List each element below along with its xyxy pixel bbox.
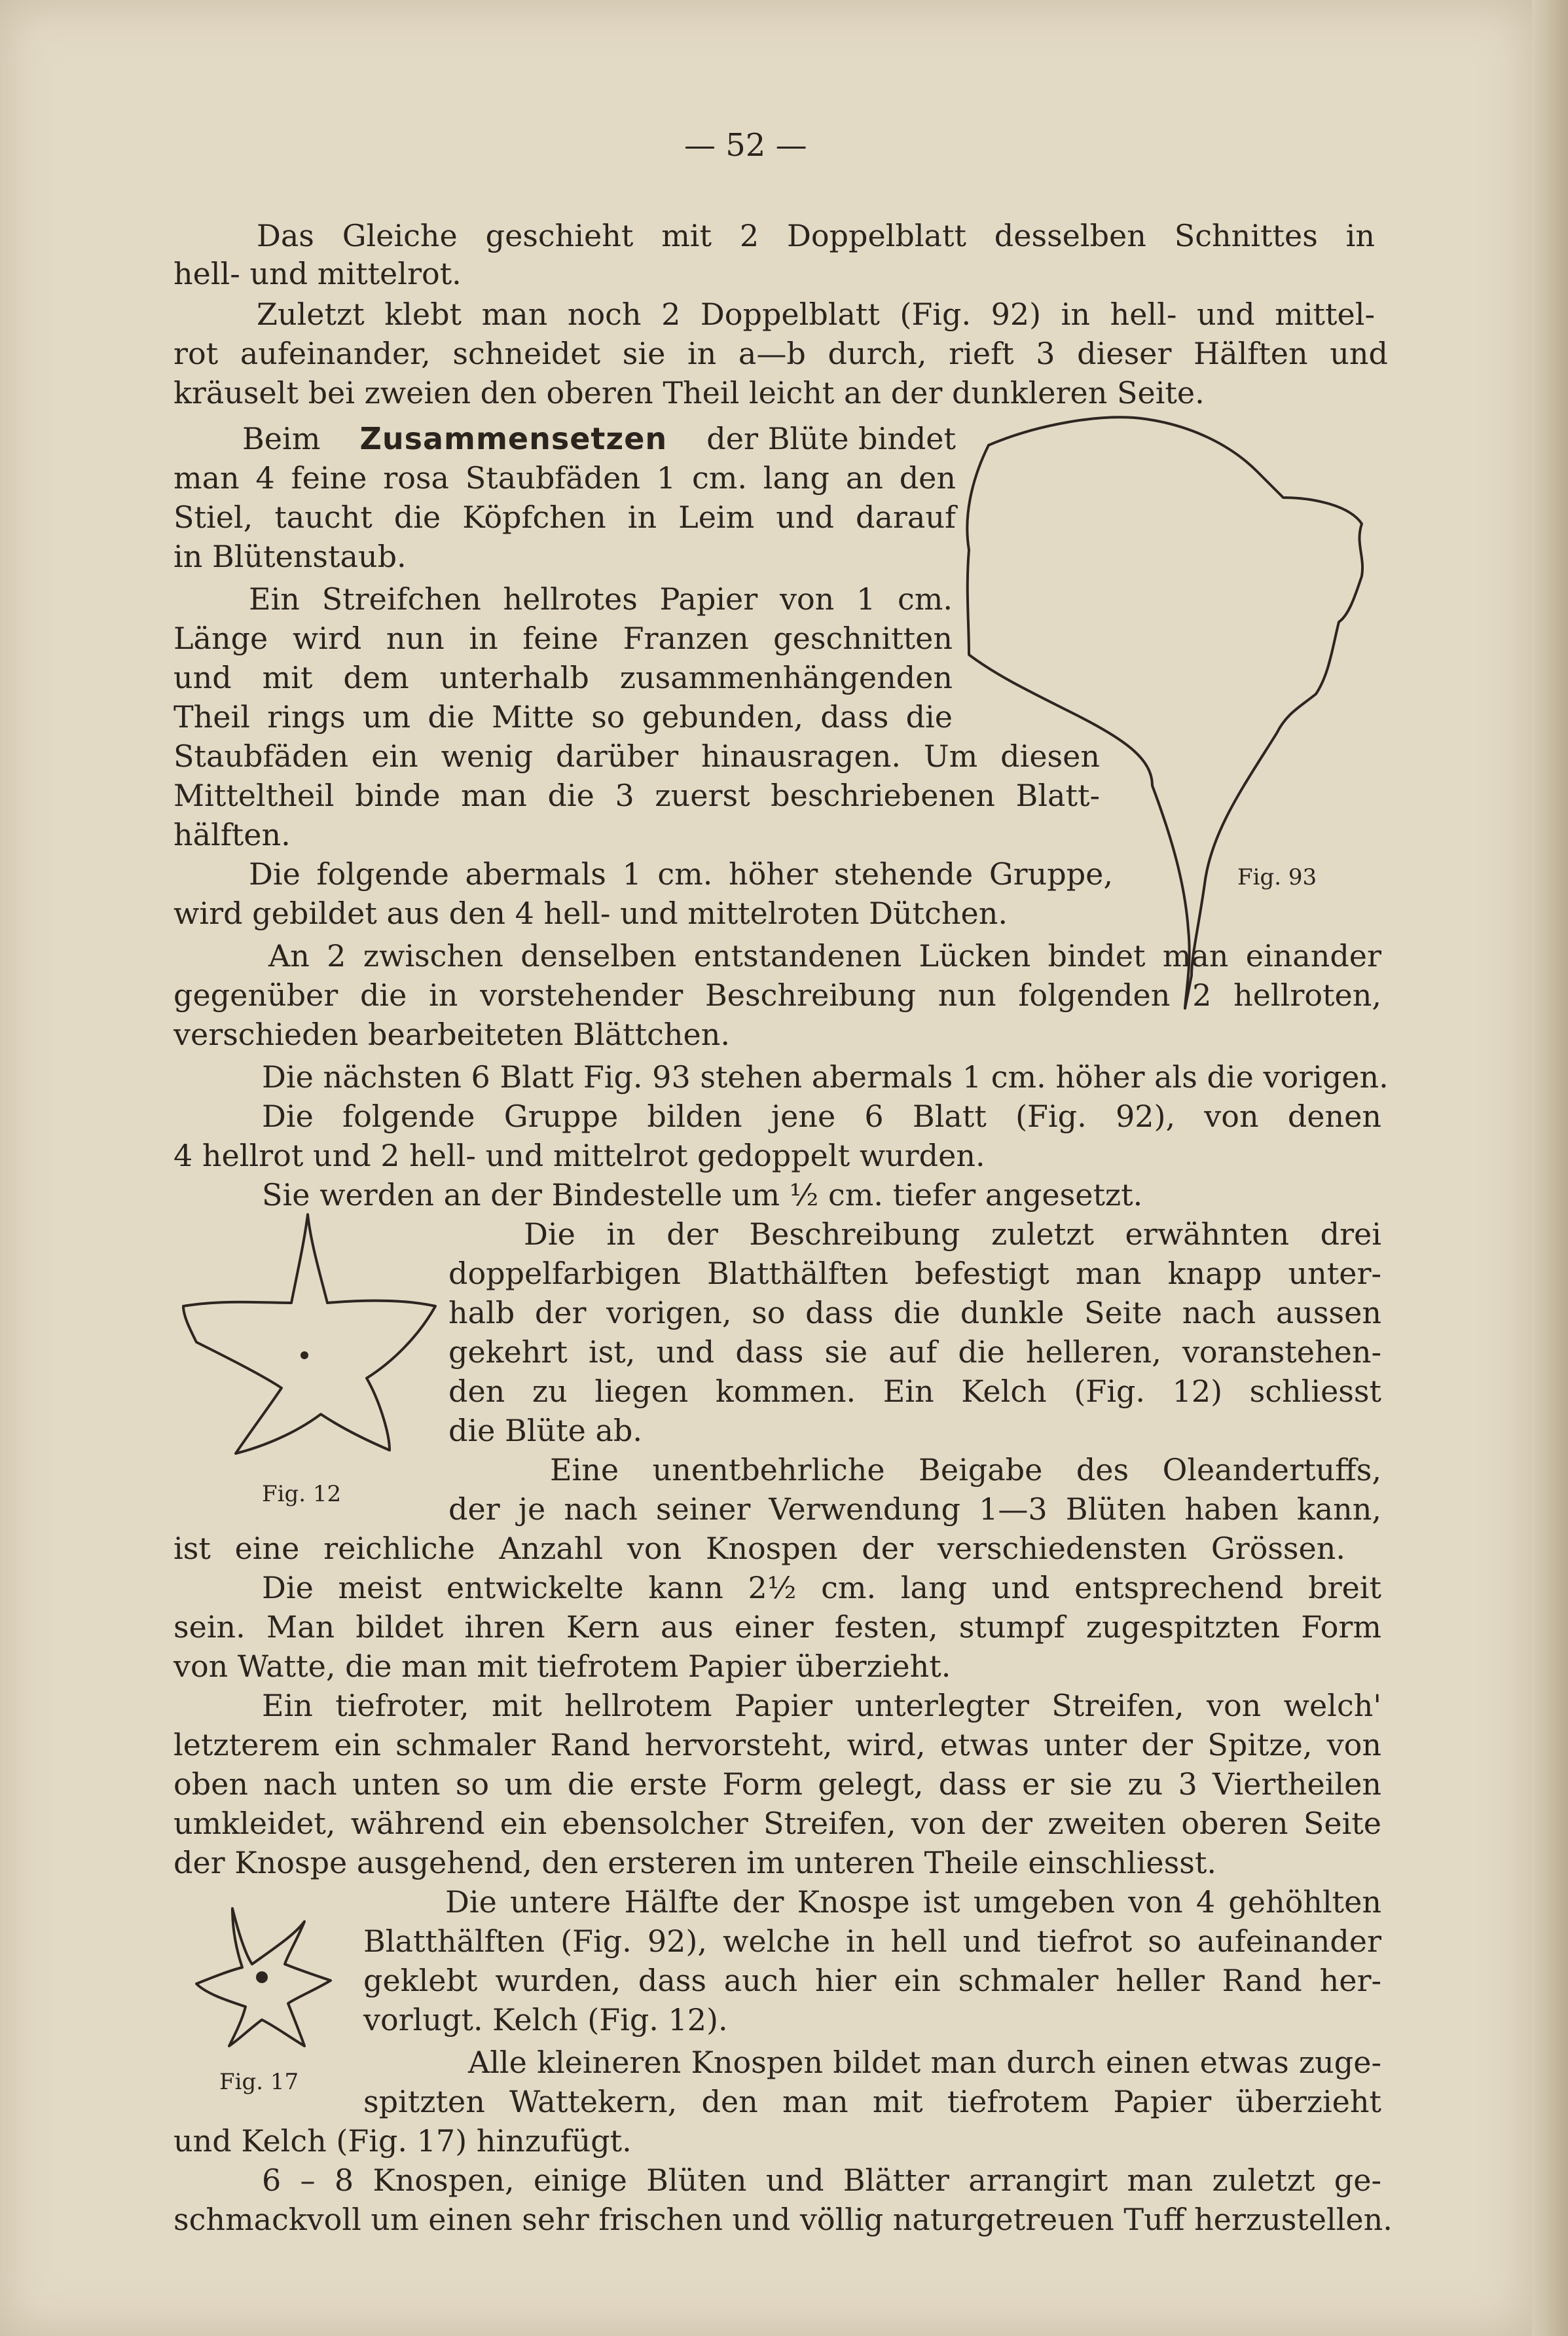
text-line: geklebt wurden, dass auch hier ein schmaler heller Rand her- (363, 1963, 1381, 1998)
text-line: man 4 feine rosa Staubfäden 1 cm. lang an den (173, 460, 956, 496)
text-line: Alle kleineren Knospen bildet man durch einen etwas zuge- (468, 2045, 1381, 2080)
text-line: rot aufeinander, schneidet sie in a—b durch, rieft 3 dieser Hälften und (173, 336, 1388, 371)
fig93-outline (989, 417, 1362, 1008)
text-line: spitzten Wattekern, den man mit tiefrotem Papier überzieht (363, 2084, 1381, 2119)
text-line: Zuletzt klebt man noch 2 Doppelblatt (Fig. 92) in hell- und mittel- (257, 297, 1375, 332)
text-line: Eine unentbehrliche Beigabe des Oleandertuffs, (550, 1452, 1381, 1487)
text-line: kräuselt bei zweien den oberen Theil leicht an der dunkleren Seite. (173, 375, 1205, 411)
text-line: Blatthälften (Fig. 92), welche in hell und tiefrot so aufeinander (363, 1924, 1381, 1959)
emphasis-term: Zusammensetzen (359, 421, 668, 456)
text-line: der Knospe ausgehend, den ersteren im unteren Theile einschliesst. (173, 1845, 1216, 1880)
text-line: gegenüber die in vorstehender Beschreibung nun folgenden 2 hellroten, (173, 977, 1381, 1013)
text-line: verschieden bearbeiteten Blättchen. (173, 1017, 730, 1052)
text-line: 6 – 8 Knospen, einige Blüten und Blätter arrangirt man zuletzt ge- (262, 2163, 1381, 2198)
text-line: 4 hellrot und 2 hell- und mittelrot gedoppelt wurden. (173, 1138, 985, 1173)
text-line: Sie werden an der Bindestelle um ½ cm. tiefer angesetzt. (262, 1177, 1143, 1213)
figure-17-caption: Fig. 17 (219, 2069, 299, 2095)
text-line: den zu liegen kommen. Ein Kelch (Fig. 12) schliesst (448, 1374, 1381, 1409)
fig12-center-dot (301, 1351, 308, 1359)
text-word: der Blüte bindet (706, 421, 956, 456)
text-line: Länge wird nun in feine Franzen geschnitten (173, 621, 953, 656)
fig17-outline (196, 1908, 331, 2046)
page-number: — 52 — (684, 127, 807, 164)
text-line: Mitteltheil binde man die 3 zuerst beschriebenen Blatt- (173, 778, 1100, 813)
text-line: oben nach unten so um die erste Form gelegt, dass er sie zu 3 Viertheilen (173, 1766, 1381, 1802)
text-line: Das Gleiche geschieht mit 2 Doppelblatt desselben Schnittes in (257, 218, 1375, 253)
text-line: Ein Streifchen hellrotes Papier von 1 cm. (249, 581, 953, 617)
text-line: wird gebildet aus den 4 hell- und mittelroten Dütchen. (173, 896, 1008, 931)
figure-12-caption: Fig. 12 (262, 1481, 342, 1507)
text-line: Die folgende Gruppe bilden jene 6 Blatt (Fig. 92), von denen (262, 1099, 1381, 1134)
text-line: Staubfäden ein wenig darüber hinausragen. Um diesen (173, 739, 1100, 774)
text-line: Theil rings um die Mitte so gebunden, dass die (173, 699, 953, 735)
text-line: in Blütenstaub. (173, 539, 407, 574)
text-line: Die folgende abermals 1 cm. höher stehende Gruppe, (249, 856, 1113, 892)
text-line: hälften. (173, 817, 291, 852)
text-line: umkleidet, während ein ebensolcher Streifen, von der zweiten oberen Seite (173, 1806, 1381, 1841)
fig17-center-dot (256, 1971, 268, 1983)
text-line: Die nächsten 6 Blatt Fig. 93 stehen abermals 1 cm. höher als die vorigen. (262, 1059, 1389, 1095)
text-line: die Blüte ab. (448, 1413, 642, 1448)
text-line: von Watte, die man mit tiefrotem Papier überzieht. (173, 1649, 951, 1684)
figure-93-caption: Fig. 93 (1237, 864, 1317, 890)
page-edge (1532, 0, 1568, 2336)
text-line: sein. Man bildet ihren Kern aus einer festen, stumpf zugespitzten Form (173, 1609, 1381, 1645)
text-line: gekehrt ist, und dass sie auf die helleren, voranstehen- (448, 1334, 1381, 1370)
text-line: hell- und mittelrot. (173, 256, 462, 291)
text-line: doppelfarbigen Blatthälften befestigt man knapp unter- (448, 1256, 1381, 1291)
text-line: An 2 zwischen denselben entstandenen Lücken bindet man einander (268, 938, 1381, 974)
text-line: und Kelch (Fig. 17) hinzufügt. (173, 2123, 632, 2159)
text-line: Die untere Hälfte der Knospe ist umgeben von 4 gehöhlten (445, 1884, 1381, 1920)
text-line: Stiel, taucht die Köpfchen in Leim und darauf (173, 500, 956, 535)
text-line: letzterem ein schmaler Rand hervorsteht, wird, etwas unter der Spitze, von (173, 1727, 1381, 1762)
text-line: Die in der Beschreibung zuletzt erwähnten drei (524, 1216, 1381, 1252)
text-line: ist eine reichliche Anzahl von Knospen der verschiedensten Grössen. (173, 1531, 1345, 1566)
text-line: schmackvoll um einen sehr frischen und völlig naturgetreuen Tuff herzustellen. (173, 2202, 1393, 2237)
text-line: der je nach seiner Verwendung 1—3 Blüten haben kann, (448, 1491, 1381, 1527)
text-line (242, 419, 956, 458)
text-line: halb der vorigen, so dass die dunkle Seite nach aussen (448, 1295, 1381, 1330)
text-line: und mit dem unterhalb zusammenhängenden (173, 660, 953, 695)
text-word: Beim (242, 421, 321, 456)
text-line: Ein tiefroter, mit hellrotem Papier unterlegter Streifen, von welch' (262, 1688, 1381, 1723)
fig12-outline (183, 1214, 435, 1453)
text-line: vorlugt. Kelch (Fig. 12). (363, 2002, 728, 2037)
text-line: Die meist entwickelte kann 2½ cm. lang und entsprechend breit (262, 1570, 1381, 1605)
